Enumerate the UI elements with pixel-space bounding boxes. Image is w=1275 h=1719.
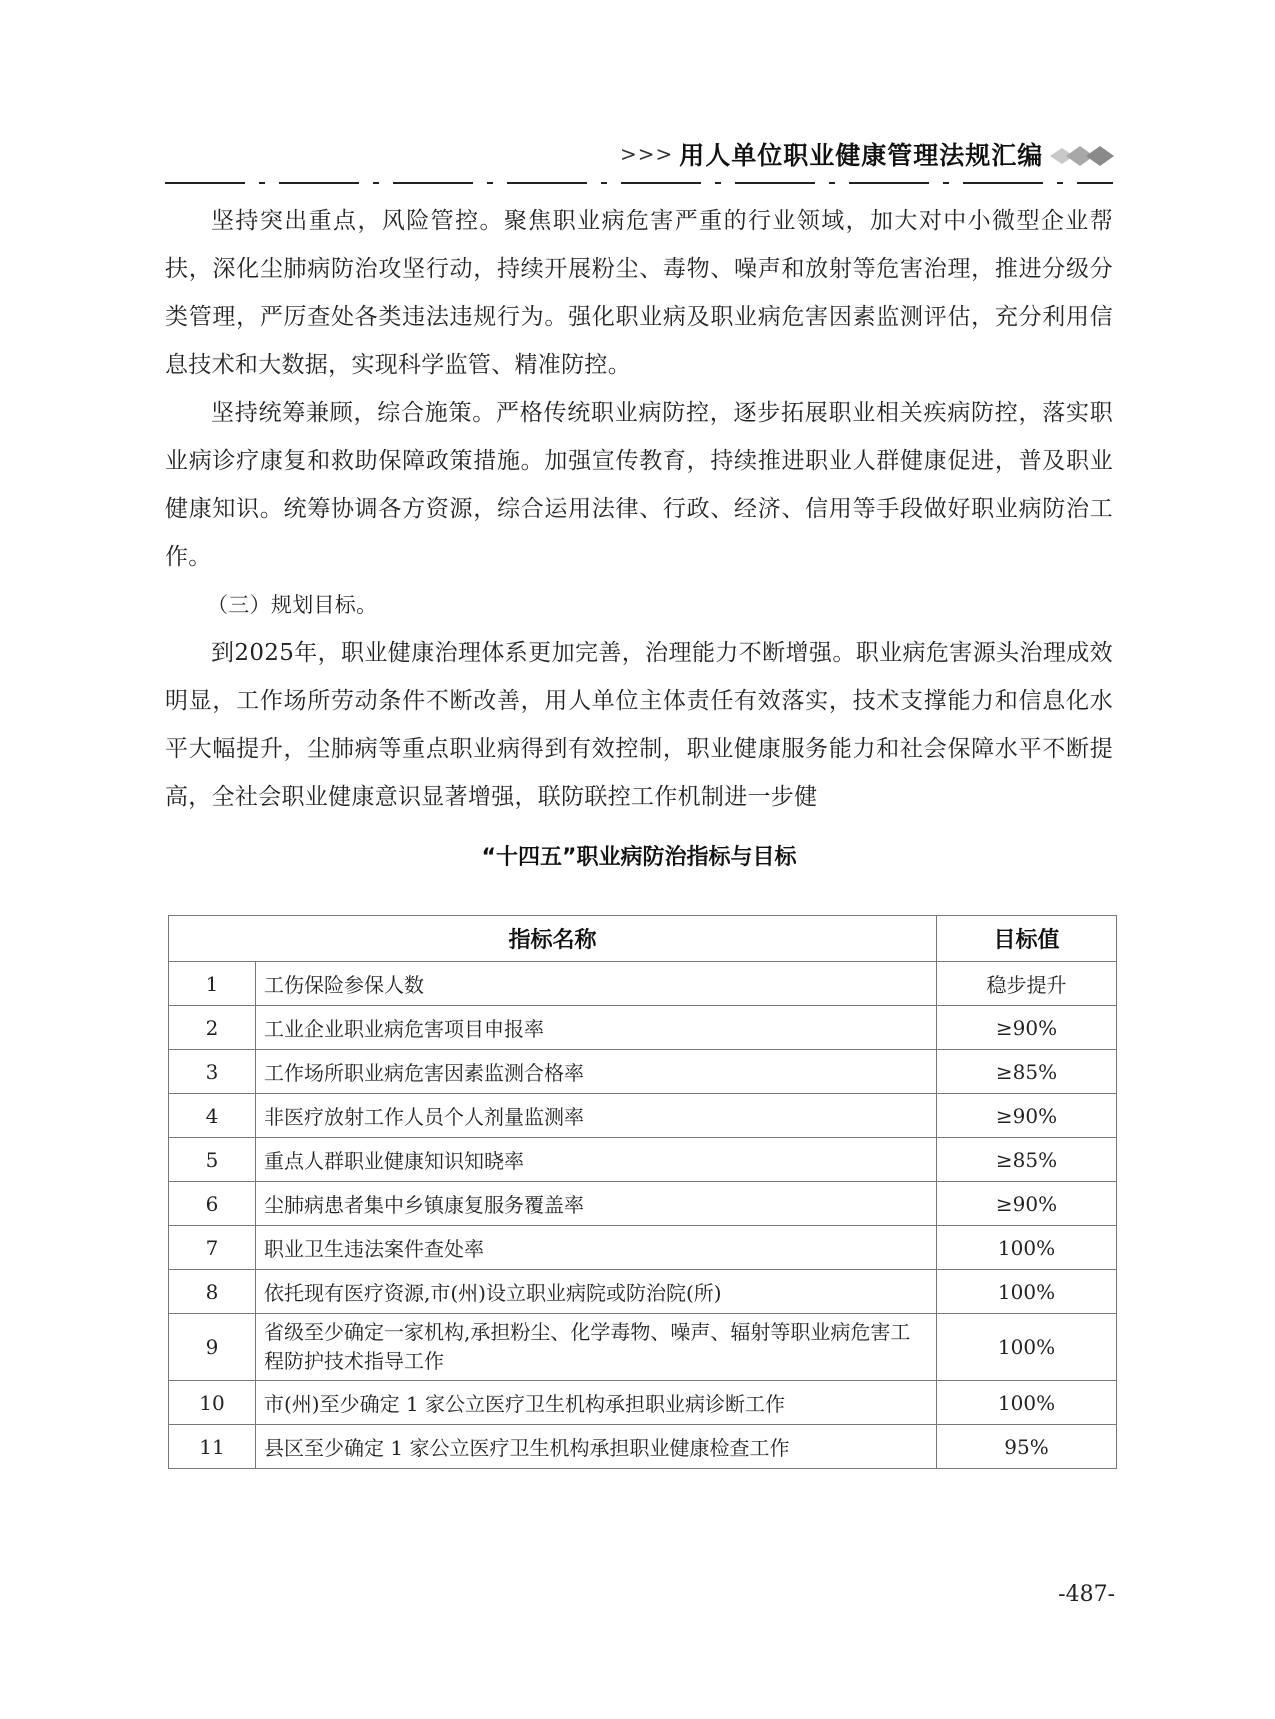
target-value: 100%: [937, 1270, 1117, 1314]
page-number: -487-: [1058, 1582, 1115, 1607]
row-number: 7: [169, 1226, 256, 1270]
row-number: 10: [169, 1381, 256, 1425]
paragraph: 到2025年，职业健康治理体系更加完善，治理能力不断增强。职业病危害源头治理成效明显，工作场所劳动条件不断改善，用人单位主体责任有效落实，技术支撑能力和信息化水平大幅提升，尘肺病等重点职业病得到有效控制，职业健康服务能力和社会保障水平不断提高，全社会职业健康意识显著增强，联防联控工作机制进一步健: [165, 640, 1113, 810]
table-row: [169, 1094, 1117, 1138]
table-row: [169, 1182, 1117, 1226]
table-row: [169, 962, 1117, 1006]
indicator-name: 市(州)至少确定 1 家公立医疗卫生机构承担职业病诊断工作: [256, 1381, 937, 1425]
column-header-name: 指标名称: [169, 916, 937, 962]
section-heading: （三）规划目标。: [207, 593, 378, 617]
target-value: ≥90%: [937, 1006, 1117, 1050]
row-number: 2: [169, 1006, 256, 1050]
row-number: 5: [169, 1138, 256, 1182]
target-value: 100%: [937, 1226, 1117, 1270]
indicator-name: 依托现有医疗资源,市(州)设立职业病院或防治院(所): [256, 1270, 937, 1314]
table-row: [169, 1425, 1117, 1469]
indicator-name: 重点人群职业健康知识知晓率: [256, 1138, 937, 1182]
indicator-name: 工作场所职业病危害因素监测合格率: [256, 1050, 937, 1094]
table-row: [169, 1006, 1117, 1050]
table-row: [169, 1314, 1117, 1381]
table-row: [169, 1270, 1117, 1314]
target-value: 100%: [937, 1381, 1117, 1425]
column-header-value: 目标值: [937, 916, 1117, 962]
target-value: ≥90%: [937, 1094, 1117, 1138]
row-number: 4: [169, 1094, 256, 1138]
table-row: [169, 1381, 1117, 1425]
body-text: [165, 197, 1113, 821]
target-value: ≥90%: [937, 1182, 1117, 1226]
row-number: 3: [169, 1050, 256, 1094]
row-number: 8: [169, 1270, 256, 1314]
row-number: 9: [169, 1314, 256, 1381]
target-value: 稳步提升: [937, 962, 1117, 1006]
indicator-name: 尘肺病患者集中乡镇康复服务覆盖率: [256, 1182, 937, 1226]
table-row: [169, 1050, 1117, 1094]
paragraph: 坚持统筹兼顾，综合施策。严格传统职业病防控，逐步拓展职业相关疾病防控，落实职业病诊疗康复和救助保障政策措施。加强宣传教育，持续推进职业人群健康促进，普及职业健康知识。统筹协调各方资源，综合运用法律、行政、经济、信用等手段做好职业病防治工作。: [165, 400, 1113, 570]
row-number: 1: [169, 962, 256, 1006]
table-title: “十四五”职业病防治指标与目标: [481, 845, 797, 870]
book-title: 用人单位职业健康管理法规汇编: [679, 141, 1044, 170]
target-value: 100%: [937, 1314, 1117, 1381]
target-value: 95%: [937, 1425, 1117, 1469]
header-rule: [165, 179, 1113, 187]
goals-table: [168, 915, 1117, 1469]
table-row: [169, 1226, 1117, 1270]
row-number: 11: [169, 1425, 256, 1469]
row-number: 6: [169, 1182, 256, 1226]
indicator-name: 县区至少确定 1 家公立医疗卫生机构承担职业健康检查工作: [256, 1425, 937, 1469]
indicator-name: 工伤保险参保人数: [256, 962, 937, 1006]
indicator-name: 职业卫生违法案件查处率: [256, 1226, 937, 1270]
target-value: ≥85%: [937, 1050, 1117, 1094]
table-header-row: [169, 916, 1117, 962]
indicator-name: 工业企业职业病危害项目申报率: [256, 1006, 937, 1050]
paragraph: 坚持突出重点，风险管控。聚焦职业病危害严重的行业领域，加大对中小微型企业帮扶，深化尘肺病防治攻坚行动，持续开展粉尘、毒物、噪声和放射等危害治理，推进分级分类管理，严厉查处各类违法违规行为。强化职业病及职业病危害因素监测评估，充分利用信息技术和大数据，实现科学监管、精准防控。: [165, 208, 1113, 378]
target-value: ≥85%: [937, 1138, 1117, 1182]
table-row: [169, 1138, 1117, 1182]
chevron-right-icon: >>>: [620, 142, 674, 166]
running-header: [620, 137, 1043, 171]
indicator-name: 省级至少确定一家机构,承担粉尘、化学毒物、噪声、辐射等职业病危害工程防护技术指导工作: [256, 1314, 937, 1381]
diamond-ornament-icon: [1048, 142, 1120, 170]
indicator-name: 非医疗放射工作人员个人剂量监测率: [256, 1094, 937, 1138]
